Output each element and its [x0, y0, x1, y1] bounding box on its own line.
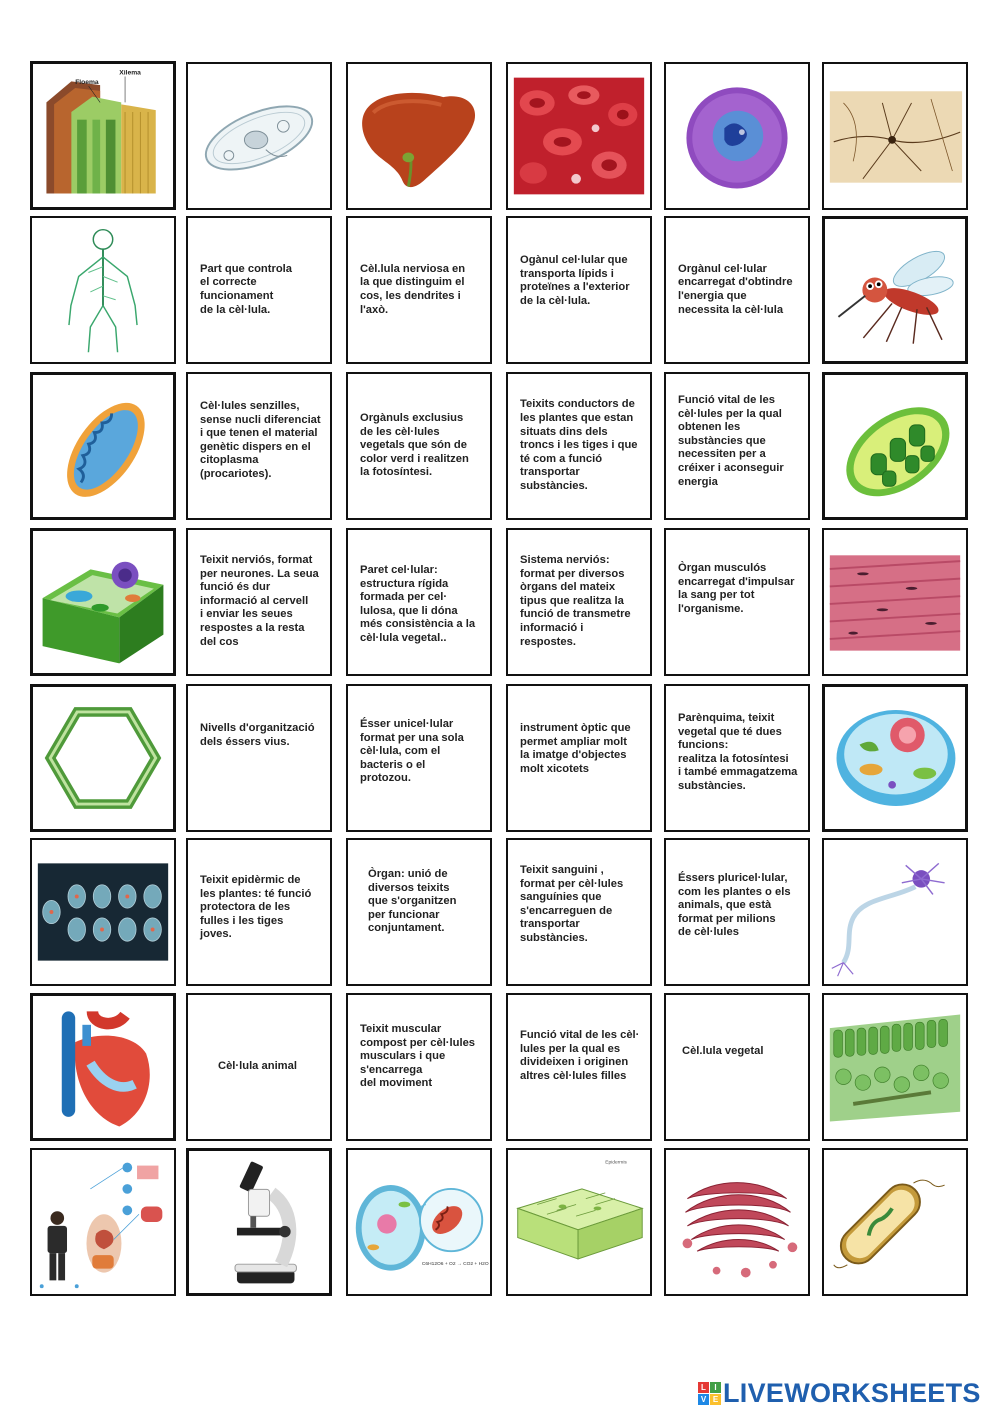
card-text: Paret cel·lular: estructura rígida formada per cel· lulosa, que li dóna més consistència a la cèl·lula vegetal.. [360, 564, 476, 644]
card-text-16[interactable] [664, 684, 810, 832]
card-text: Òrgan: unió de diversos teixits que s'organitzen per funcionar conjuntament. [368, 868, 457, 935]
card-text-22[interactable] [346, 993, 492, 1141]
card-text: Òrgan musculós encarregat d'impulsar la sang per tot l'organisme. [678, 562, 795, 615]
cell-division-image [32, 840, 174, 984]
card-text: Cèl·lules senzilles, sense nucli diferenciat i que tenen el material genètic dispers en el citoplasma (procariotes). [200, 400, 321, 480]
card-text: Part que controla el correcte funcionament de la cèl·lula. [200, 262, 293, 316]
card-text-23[interactable] [506, 993, 652, 1141]
card-text: Teixits conductors de les plantes que estan situats dins dels troncs i les tiges i que té com a funció transportar substàncies. [520, 398, 638, 492]
neuron-image [824, 840, 966, 984]
card-text-1[interactable] [186, 216, 332, 364]
card-image-mosquito [822, 216, 968, 364]
card-image-animal-cell-3d [822, 684, 968, 832]
card-image-cell-wall [30, 684, 176, 832]
card-image-leaf-tissue [822, 993, 968, 1141]
card-text: Orgànuls exclusius de les cèl·lules vegetals que són de color verd i realitzen la fotosíntesi. [360, 412, 469, 479]
card-image-plant-epidermis [506, 1148, 652, 1296]
card-text-9[interactable] [186, 528, 332, 676]
card-text-10[interactable] [346, 528, 492, 676]
brand-name: LIVEWORKSHEETS [723, 1377, 981, 1408]
leaf-tissue-image [824, 995, 966, 1139]
card-image-bacterium [822, 1148, 968, 1296]
card-image-golgi-apparatus [664, 1148, 810, 1296]
respiration-formula: C6H12O6 + O2 → CO2 + H2O [421, 1261, 489, 1267]
card-text-14[interactable] [346, 684, 492, 832]
blood-cells-image [508, 64, 650, 208]
card-text: Teixit sanguini , format per cèl·lules sanguínies que s'encarreguen de transportar substàncies. [520, 864, 624, 944]
floema-label: Floema [75, 79, 99, 87]
plant-epidermis-image [508, 1150, 650, 1294]
bacterium-image [824, 1150, 966, 1294]
neurons-micrograph-image [824, 64, 966, 208]
card-image-microscope [186, 1148, 332, 1296]
card-text: Cèl·lula animal [218, 1060, 297, 1073]
card-text-7[interactable] [506, 372, 652, 520]
card-text: Orgànul cel·lular encarregat d'obtindre l'energia que necessita la cèl·lula [678, 262, 793, 316]
card-text: Éssers pluricel·lular, com les plantes o els animals, que està format per milions de cèl·lules [678, 872, 791, 939]
card-text: Teixit muscular compost per cèl·lules musculars i que s'encarrega del moviment [360, 1023, 476, 1090]
card-image-neuron [822, 838, 968, 986]
card-text: Parènquima, teixit vegetal que té dues funcions: realitza la fotosíntesi i també emmagatzema substàncies. [678, 712, 798, 792]
card-text-17[interactable] [186, 838, 332, 986]
card-image-plant-cell-3d [30, 528, 176, 676]
card-text-12[interactable] [664, 528, 810, 676]
stem-section-image [33, 64, 173, 207]
card-text: Cèl.lula vegetal [682, 1045, 764, 1057]
liver-image [348, 64, 490, 208]
chloroplast-image [825, 375, 965, 517]
card-text: Teixit epidèrmic de les plantes: té funció protectora de les fulles i les tiges joves. [200, 874, 312, 941]
card-text-5[interactable] [186, 372, 332, 520]
card-image-cell-with-mitochondrion [346, 1148, 492, 1296]
card-text-18[interactable] [346, 838, 492, 986]
card-text: Funció vital de les cèl· lules per la qual es divideixen i originen altres cèl·lules filles [520, 1029, 640, 1082]
organization-levels-image [32, 1150, 174, 1294]
animal-cell-3d-image [825, 687, 965, 829]
card-image-chloroplast [822, 372, 968, 520]
logo-badge-icon: L I V E [698, 1382, 721, 1405]
card-image-blood-cells [506, 62, 652, 210]
nervous-system-image [32, 218, 174, 362]
epidermis-label: Epidermis [605, 1160, 627, 1166]
card-text: Teixit nerviós, format per neurones. La seua funció és dur informació al cervell i enviar les seues respostes a la resta del cos [200, 554, 319, 648]
card-text-13[interactable] [186, 684, 332, 832]
round-cell-image [666, 64, 808, 208]
cell-with-mitochondrion-image [348, 1150, 490, 1294]
card-text-20[interactable] [664, 838, 810, 986]
card-text: Ésser unicel·lular format per una sola cèl·lula, com el bacteris o el protozou. [360, 718, 464, 785]
cell-wall-hexagon-image [33, 687, 173, 829]
card-image-organization-levels [30, 1148, 176, 1296]
card-image-neurons-micrograph [822, 62, 968, 210]
card-image-heart [30, 993, 176, 1141]
card-image-liver [346, 62, 492, 210]
card-text: instrument òptic que permet ampliar molt la imatge d'objectes molt xicotets [520, 722, 631, 775]
card-text-11[interactable] [506, 528, 652, 676]
card-image-nervous-system [30, 216, 176, 364]
card-text: Funció vital de les cèl·lules per la qual obtenen les substàncies que necessiten per a créixer i aconseguir energia [678, 394, 784, 488]
card-text: Ogànul cel·lular que transporta lípids i proteïnes a l'exterior de la cèl·lula. [520, 254, 630, 307]
card-text-15[interactable] [506, 684, 652, 832]
card-image-muscle-tissue [822, 528, 968, 676]
muscle-tissue-image [824, 530, 966, 674]
card-image-mitochondrion [30, 372, 176, 520]
card-text-3[interactable] [506, 216, 652, 364]
mitochondrion-image [33, 375, 173, 517]
card-text-21[interactable] [186, 993, 332, 1141]
card-text-19[interactable] [506, 838, 652, 986]
card-text: Nivells d'organització dels éssers vius. [200, 722, 315, 748]
card-image-cell-division [30, 838, 176, 986]
liveworksheets-logo[interactable] [698, 1378, 981, 1408]
microscope-image [189, 1151, 329, 1293]
card-image-stem-section [30, 61, 176, 210]
card-text-6[interactable] [346, 372, 492, 520]
paramecium-image [188, 64, 330, 208]
card-text-2[interactable] [346, 216, 492, 364]
card-text-4[interactable] [664, 216, 810, 364]
card-text-8[interactable] [664, 372, 810, 520]
plant-cell-3d-image [33, 531, 173, 673]
card-text: Sistema nerviós: format per diversos òrgans del mateix tipus que realitza la funció de transmetre informació i respostes. [520, 554, 631, 648]
card-text: Cèl.lula nerviosa en la que distinguim el cos, les dendrites i l'axò. [360, 262, 466, 316]
mosquito-image [825, 219, 965, 361]
xilema-label: Xilema [119, 69, 141, 77]
card-image-paramecium [186, 62, 332, 210]
heart-image [33, 996, 173, 1138]
card-image-round-cell [664, 62, 810, 210]
card-text-24[interactable] [664, 993, 810, 1141]
golgi-apparatus-image [666, 1150, 808, 1294]
